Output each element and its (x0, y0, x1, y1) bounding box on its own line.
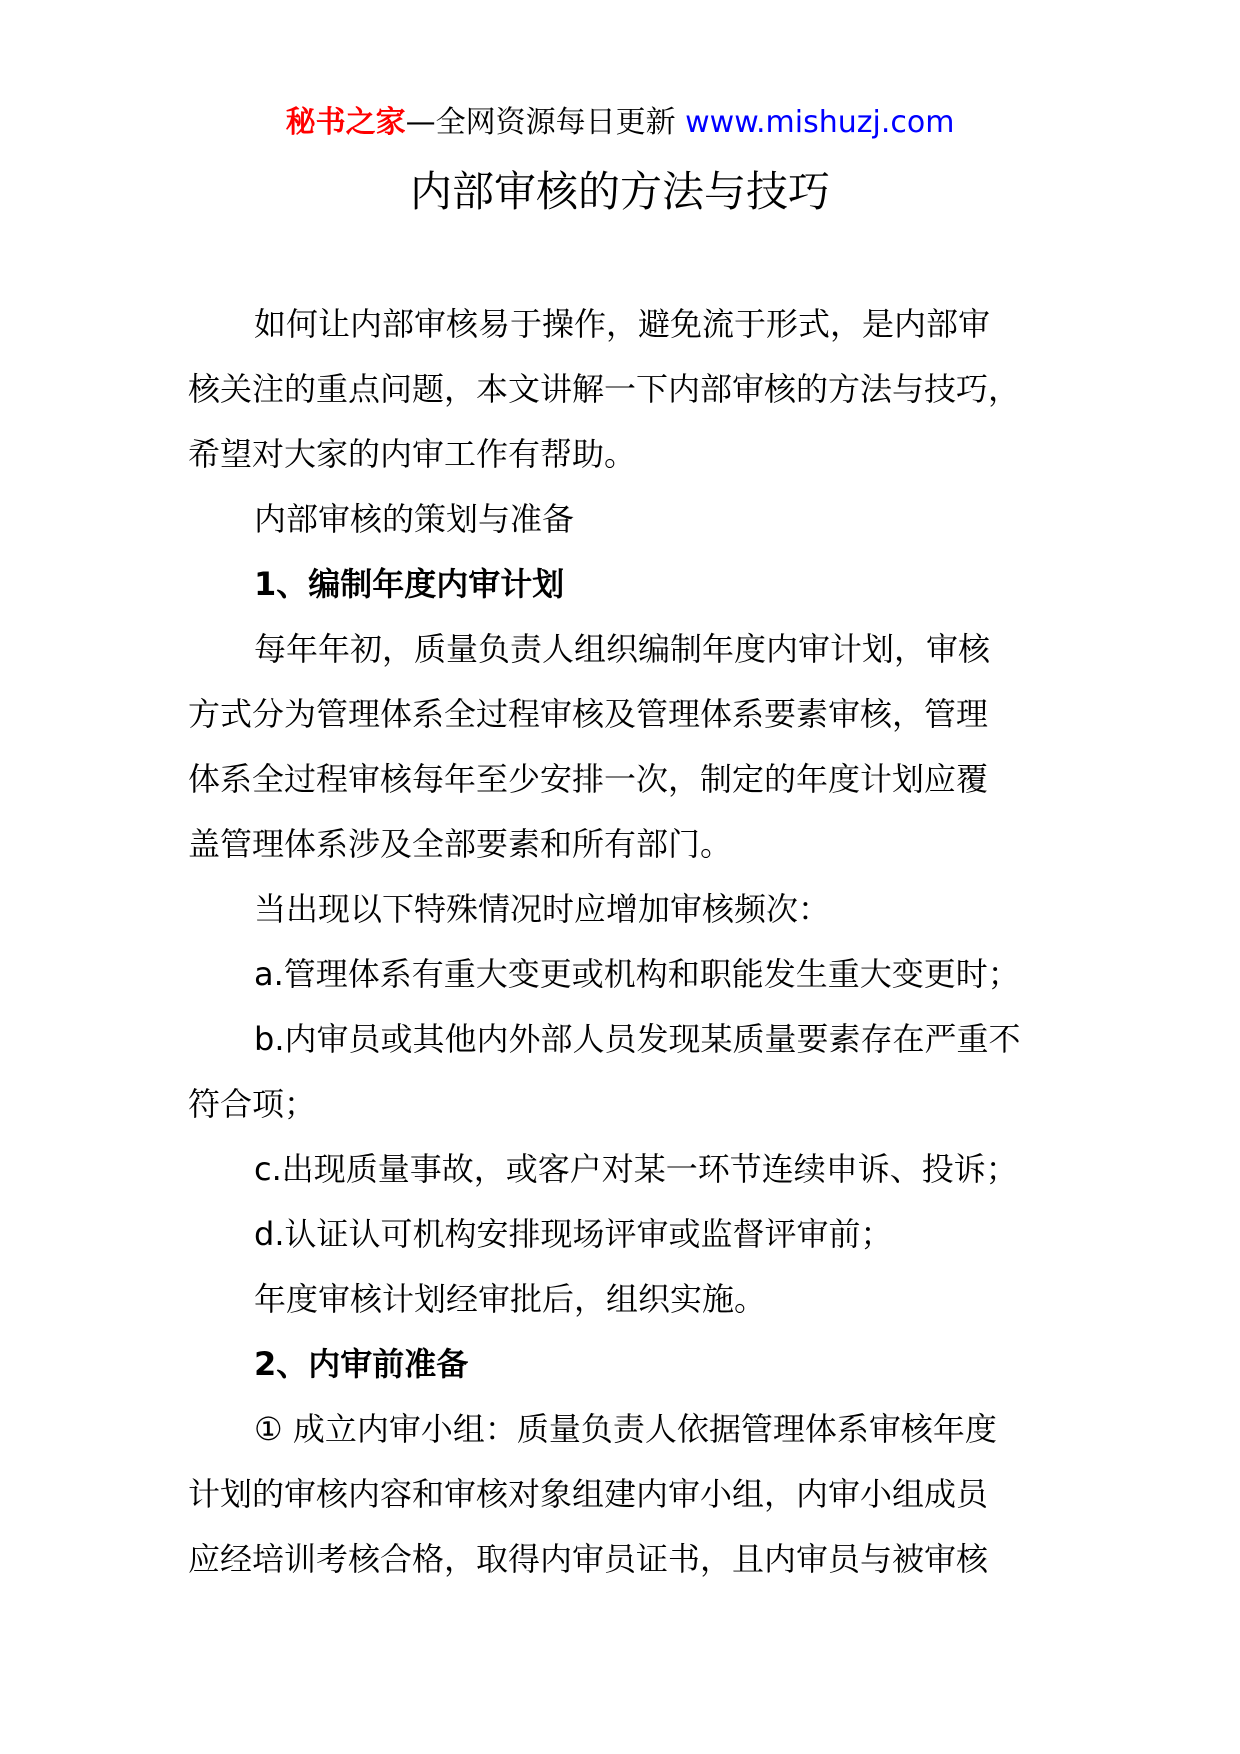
paragraph-line: 盖管理体系涉及全部要素和所有部门。 (188, 825, 733, 863)
paragraph-line: 体系全过程审核每年至少安排一次，制定的年度计划应覆 (188, 760, 989, 798)
paragraph-line: 核关注的重点问题，本文讲解一下内部审核的方法与技巧， (188, 370, 1021, 408)
site-brand: 秘书之家 (285, 105, 406, 140)
subsection-heading: 2、内审前准备 (254, 1345, 469, 1383)
site-url-link[interactable]: www.mishuzj.com (685, 105, 955, 140)
list-item: a.管理体系有重大变更或机构和职能发生重大变更时； (254, 955, 1020, 993)
paragraph-line: 如何让内部审核易于操作，避免流于形式，是内部审 (254, 305, 991, 343)
paragraph-line: 应经培训考核合格，取得内审员证书，且内审员与被审核 (188, 1540, 989, 1578)
document-body (188, 292, 1054, 1592)
paragraph-line: ① 成立内审小组：质量负责人依据管理体系审核年度 (254, 1410, 997, 1448)
document-title: 内部审核的方法与技巧 (409, 167, 830, 216)
paragraph-line: 希望对大家的内审工作有帮助。 (188, 435, 637, 473)
paragraph-line: 年度审核计划经审批后，组织实施。 (254, 1280, 767, 1318)
subsection-heading: 1、编制年度内审计划 (254, 565, 565, 603)
list-item: d.认证认可机构安排现场评审或监督评审前； (254, 1215, 893, 1253)
paragraph-line: 每年年初，质量负责人组织编制年度内审计划，审核 (254, 630, 991, 668)
list-item: c.出现质量事故，或客户对某一环节连续申诉、投诉； (254, 1150, 1018, 1188)
site-header (0, 101, 1240, 145)
paragraph-line: 当出现以下特殊情况时应增加审核频次： (254, 890, 831, 928)
paragraph-line: 方式分为管理体系全过程审核及管理体系要素审核，管理 (188, 695, 989, 733)
site-slogan: —全网资源每日更新 (405, 105, 676, 140)
paragraph-line: 计划的审核内容和审核对象组建内审小组，内审小组成员 (188, 1475, 989, 1513)
list-item-continuation: 符合项； (188, 1085, 317, 1123)
list-item: b.内审员或其他内外部人员发现某质量要素存在严重不 (254, 1020, 1021, 1058)
section-heading: 内部审核的策划与准备 (254, 500, 575, 538)
